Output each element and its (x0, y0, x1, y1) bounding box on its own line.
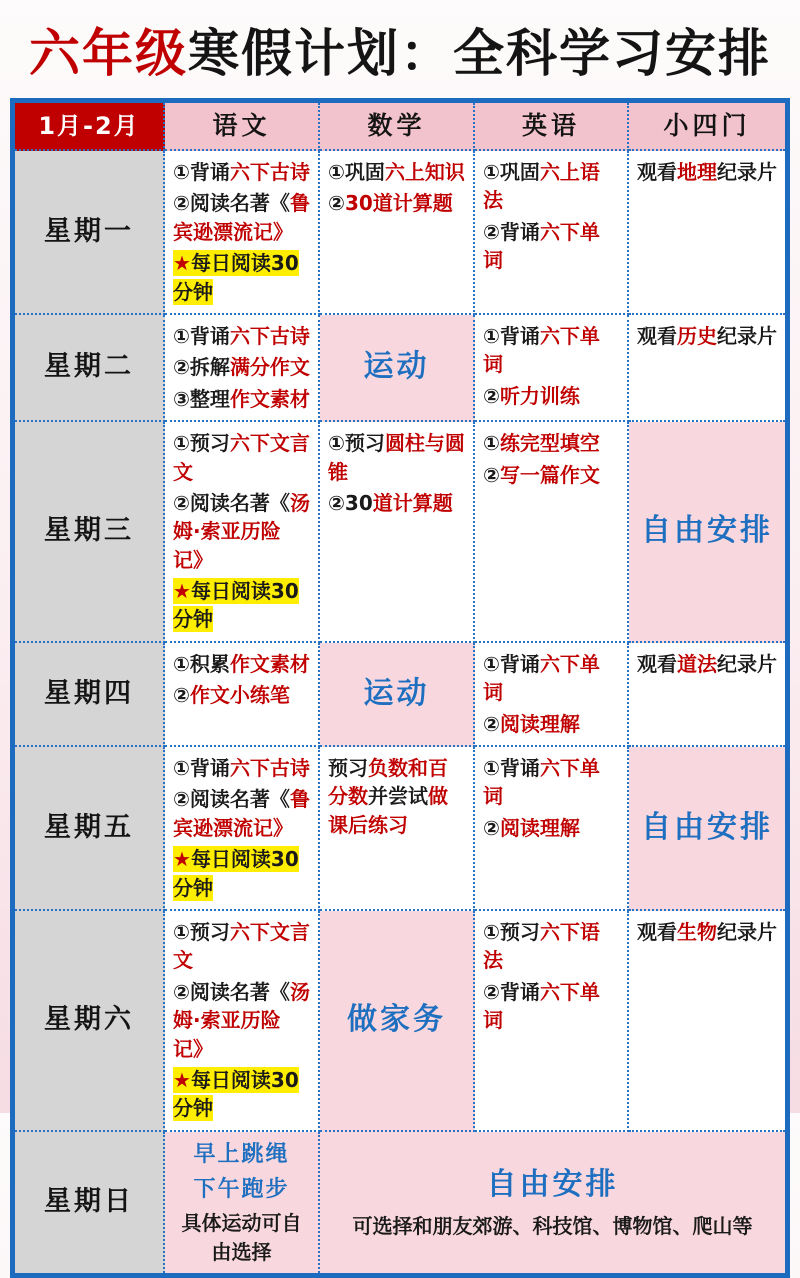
text-segment: ② (328, 191, 345, 216)
text-segment: 纪录片 (717, 160, 777, 184)
text-segment: 阅读理解 (499, 711, 580, 736)
text-segment: 鲁宾逊漂流记》 (173, 787, 310, 840)
task-cell (320, 911, 475, 1132)
text-segment: 做家务 (347, 1002, 446, 1038)
text-segment: 圆柱与圆锥 (328, 431, 465, 484)
task-line (637, 322, 777, 350)
text-segment: 六上知识 (384, 160, 465, 184)
task-line (487, 1164, 619, 1207)
text-segment: 六下古诗 (229, 756, 310, 781)
day-label: 星期四 (15, 643, 165, 747)
table-row (15, 151, 785, 315)
task-cell (320, 151, 475, 315)
header-subject-3: 英语 (475, 103, 629, 151)
task-cell (165, 747, 320, 911)
task-cell (629, 747, 785, 911)
task-line (483, 754, 619, 811)
task-line (328, 489, 465, 517)
task-cell (165, 422, 320, 643)
text-segment: 并尝试 (368, 784, 428, 809)
text-segment: 纪录片 (717, 323, 777, 348)
text-segment: ② (483, 711, 500, 736)
text-segment: 30道计算题 (344, 191, 453, 216)
task-cell (165, 911, 320, 1132)
text-segment: ①背诵 (483, 756, 540, 781)
text-segment: 纪录片 (717, 919, 777, 944)
task-cell (475, 315, 629, 422)
task-line (328, 754, 465, 839)
task-line (483, 382, 619, 410)
text-segment: ② (483, 462, 500, 487)
task-cell (165, 643, 320, 747)
task-line (193, 1139, 289, 1170)
text-segment: 具体运动可自由选择 (181, 1211, 302, 1264)
day-label: 星期二 (15, 315, 165, 422)
text-segment: ①背诵 (483, 651, 540, 676)
text-segment: 早上跳绳 (193, 1141, 290, 1167)
title-rest: 寒假计划：全科学习安排 (188, 25, 772, 84)
task-line (637, 158, 777, 186)
header-subject-4: 小四门 (629, 103, 785, 151)
text-segment: 鲁宾逊漂流记》 (173, 191, 310, 244)
task-line (173, 489, 310, 574)
text-segment: 观看 (637, 323, 677, 348)
text-segment: 六下单词 (483, 219, 600, 273)
task-cell (165, 151, 320, 315)
task-line (483, 158, 619, 215)
task-cell (475, 747, 629, 911)
task-cell (475, 422, 629, 643)
text-segment: 预习 (328, 756, 368, 781)
text-segment: 每日阅读30分钟 (173, 847, 299, 900)
task-line (483, 978, 619, 1035)
text-segment: 六下古诗 (229, 323, 310, 348)
table-row (15, 911, 785, 1132)
text-segment: 作文素材 (229, 651, 310, 676)
text-segment: 汤姆·索亚历险记》 (173, 490, 310, 572)
text-segment: 六下单词 (483, 651, 600, 705)
text-segment: 观看 (637, 919, 677, 944)
text-segment: ②背诵 (483, 219, 540, 244)
task-line (173, 754, 310, 782)
task-line (173, 385, 310, 413)
day-label: 星期三 (15, 422, 165, 643)
text-segment: ②阅读名著《 (173, 490, 290, 515)
task-cell (320, 747, 475, 911)
task-line (364, 346, 430, 389)
header-row (15, 103, 785, 151)
title-grade: 六年级 (28, 25, 188, 84)
text-segment: 六下单词 (483, 323, 600, 377)
task-line (637, 918, 777, 946)
text-segment: ①预习 (173, 919, 230, 944)
text-segment: ② (483, 815, 500, 840)
text-segment: 听力训练 (499, 383, 580, 408)
text-segment: 六下古诗 (229, 160, 310, 184)
text-segment: 负数和百分数 (328, 756, 448, 809)
text-segment: 满分作文 (229, 355, 310, 380)
text-segment: ★ (173, 1067, 191, 1092)
task-line (173, 845, 310, 902)
task-line (173, 918, 310, 975)
text-segment: 每日阅读30分钟 (173, 251, 299, 304)
text-segment: 生物 (677, 919, 717, 944)
text-segment: ③整理 (173, 386, 230, 411)
text-segment: ②阅读名著《 (173, 787, 290, 812)
text-segment: 道法 (677, 651, 717, 676)
task-line (483, 918, 619, 975)
task-line (173, 189, 310, 246)
task-cell (629, 422, 785, 643)
text-segment: 六下语法 (483, 919, 600, 973)
page-title (29, 12, 771, 86)
text-segment: 作文素材 (229, 386, 310, 411)
task-cell (629, 315, 785, 422)
text-segment: 每日阅读30分钟 (173, 1067, 299, 1121)
text-segment: ①预习 (328, 431, 385, 456)
merged-activity-cell (320, 1132, 785, 1273)
text-segment: ①背诵 (483, 323, 540, 348)
table-row (15, 422, 785, 643)
task-line (193, 1174, 289, 1205)
text-segment: ★ (173, 847, 191, 872)
text-segment: ①背诵 (173, 756, 230, 781)
text-segment: 地理 (677, 160, 717, 184)
text-segment: ②背诵 (483, 979, 540, 1004)
task-line (173, 429, 310, 486)
task-line (173, 577, 310, 634)
table-row (15, 1132, 785, 1273)
text-segment: ★ (173, 251, 191, 276)
text-segment: 运动 (363, 349, 430, 385)
task-cell (629, 911, 785, 1132)
schedule-body (15, 151, 785, 1273)
task-cell (475, 151, 629, 315)
text-segment: 六上语法 (483, 160, 600, 213)
text-segment: ①积累 (173, 651, 230, 676)
task-line (637, 650, 777, 678)
text-segment: 练完型填空 (499, 431, 600, 456)
task-line (483, 218, 619, 275)
text-segment: 纪录片 (717, 651, 777, 676)
text-segment: ②拆解 (173, 355, 230, 380)
task-cell (475, 643, 629, 747)
task-line (173, 249, 310, 306)
text-segment: 每日阅读30分钟 (173, 579, 299, 632)
task-line (364, 673, 430, 716)
text-segment: 六下单词 (483, 756, 600, 809)
text-segment: ①背诵 (173, 323, 230, 348)
task-line (328, 189, 465, 217)
text-segment: ②阅读名著《 (173, 979, 290, 1004)
task-line (328, 429, 465, 486)
text-segment: ① (483, 431, 500, 456)
header-subject-1: 语文 (165, 103, 320, 151)
task-line (641, 510, 773, 553)
text-segment: 观看 (637, 160, 677, 184)
task-line (173, 785, 310, 842)
text-segment: 自由安排 (486, 1166, 619, 1202)
text-segment: ①巩固 (328, 160, 385, 184)
task-line (173, 650, 310, 678)
table-row (15, 747, 785, 911)
text-segment: 自由安排 (641, 513, 773, 549)
text-segment: 历史 (677, 323, 717, 348)
task-line (173, 322, 310, 350)
text-segment: 六下文言文 (173, 919, 310, 973)
task-line (173, 978, 310, 1063)
task-line (173, 158, 310, 186)
text-segment: 六下单词 (483, 979, 600, 1033)
table-row (15, 315, 785, 422)
task-line (173, 681, 310, 709)
text-segment: 道计算题 (372, 490, 453, 515)
text-segment: ①预习 (483, 919, 540, 944)
text-segment: ② (483, 383, 500, 408)
task-line (353, 1212, 753, 1240)
day-label: 星期日 (15, 1132, 165, 1273)
schedule-table (10, 98, 790, 1278)
task-line (173, 353, 310, 381)
task-line (347, 999, 446, 1042)
text-segment: ★ (173, 579, 191, 604)
text-segment: ②阅读名著《 (173, 191, 290, 216)
text-segment: ②30 (328, 490, 373, 515)
task-line (641, 807, 773, 850)
task-line (173, 1209, 310, 1266)
task-line (328, 158, 465, 186)
task-line (483, 650, 619, 707)
header-period-cell: 1月-2月 (15, 103, 165, 151)
text-segment: 汤姆·索亚历险记》 (173, 979, 310, 1061)
text-segment: 六下文言文 (173, 431, 310, 484)
task-cell (320, 315, 475, 422)
day-label: 星期六 (15, 911, 165, 1132)
text-segment: 观看 (637, 651, 677, 676)
task-line (483, 814, 619, 842)
task-line (173, 1066, 310, 1123)
task-line (483, 461, 619, 489)
text-segment: 写一篇作文 (499, 462, 600, 487)
text-segment: 可选择和朋友郊游、科技馆、博物馆、爬山等 (352, 1214, 753, 1239)
task-cell (320, 422, 475, 643)
text-segment: 下午跑步 (193, 1176, 290, 1202)
text-segment: 运动 (363, 675, 430, 711)
table-row (15, 643, 785, 747)
text-segment: 自由安排 (641, 809, 773, 845)
text-segment: ①预习 (173, 431, 230, 456)
task-line (483, 429, 619, 457)
task-cell (165, 315, 320, 422)
task-cell (320, 643, 475, 747)
task-line (483, 322, 619, 379)
title-bar (0, 0, 800, 98)
text-segment: ①巩固 (483, 160, 540, 184)
text-segment: 作文小练笔 (189, 683, 290, 708)
text-segment: 做课后练习 (328, 784, 448, 837)
text-segment: 阅读理解 (499, 815, 580, 840)
day-label: 星期五 (15, 747, 165, 911)
text-segment: ② (173, 683, 190, 708)
task-cell (629, 643, 785, 747)
task-cell (165, 1132, 320, 1273)
text-segment: ①背诵 (173, 160, 230, 184)
task-cell (629, 151, 785, 315)
task-cell (475, 911, 629, 1132)
day-label: 星期一 (15, 151, 165, 315)
header-subject-2: 数学 (320, 103, 475, 151)
task-line (483, 710, 619, 738)
